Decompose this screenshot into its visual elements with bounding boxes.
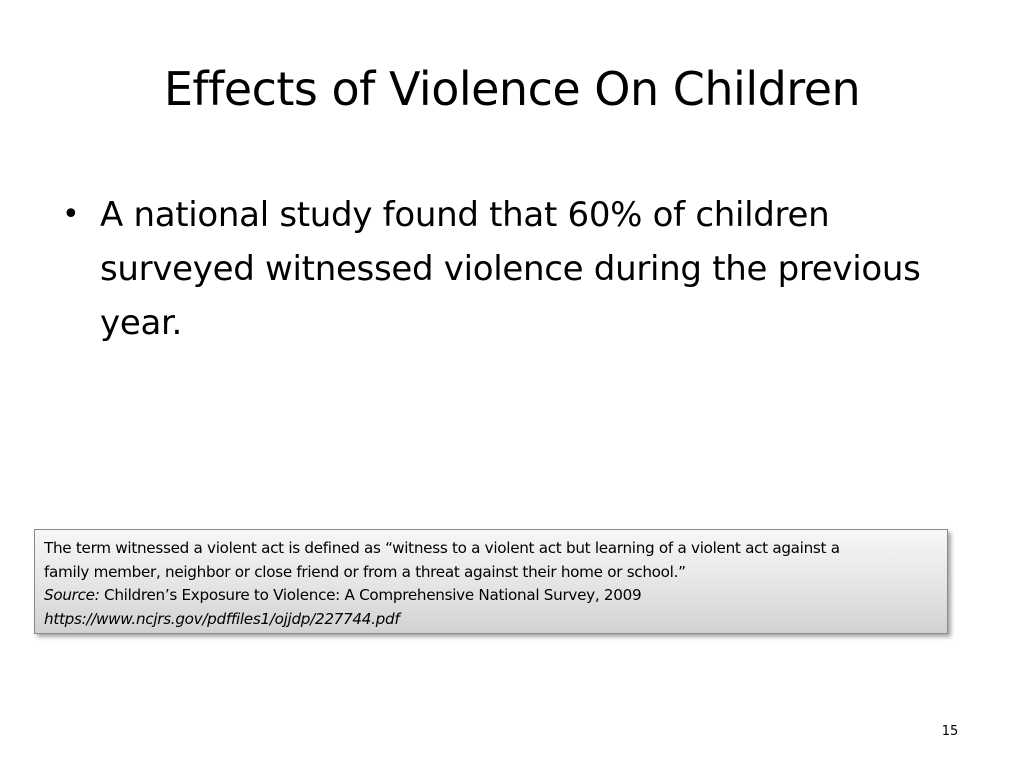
definition-line-2: family member, neighbor or close friend or from a threat against their home or school.”	[44, 562, 686, 581]
source-note-box	[34, 529, 948, 634]
bullet-marker: •	[62, 197, 80, 232]
source-label: Source:	[44, 586, 100, 604]
slide-title: Effects of Violence On Children	[163, 62, 861, 116]
source-line	[44, 584, 938, 608]
bullet-list	[62, 188, 942, 350]
bullet-text: A national study found that 60% of children surveyed witnessed violence during the previous year.	[100, 195, 921, 343]
definition-line-1: The term witnessed a violent act is defined as “witness to a violent act but learning of a violent act against a	[44, 539, 840, 557]
bullet-item	[62, 188, 942, 350]
source-text: Children’s Exposure to Violence: A Comprehensive National Survey, 2009	[99, 586, 642, 604]
source-url-link[interactable]: https://www.ncjrs.gov/pdffiles1/ojjdp/227744.pdf	[44, 609, 400, 628]
page-number: 15	[941, 724, 959, 739]
